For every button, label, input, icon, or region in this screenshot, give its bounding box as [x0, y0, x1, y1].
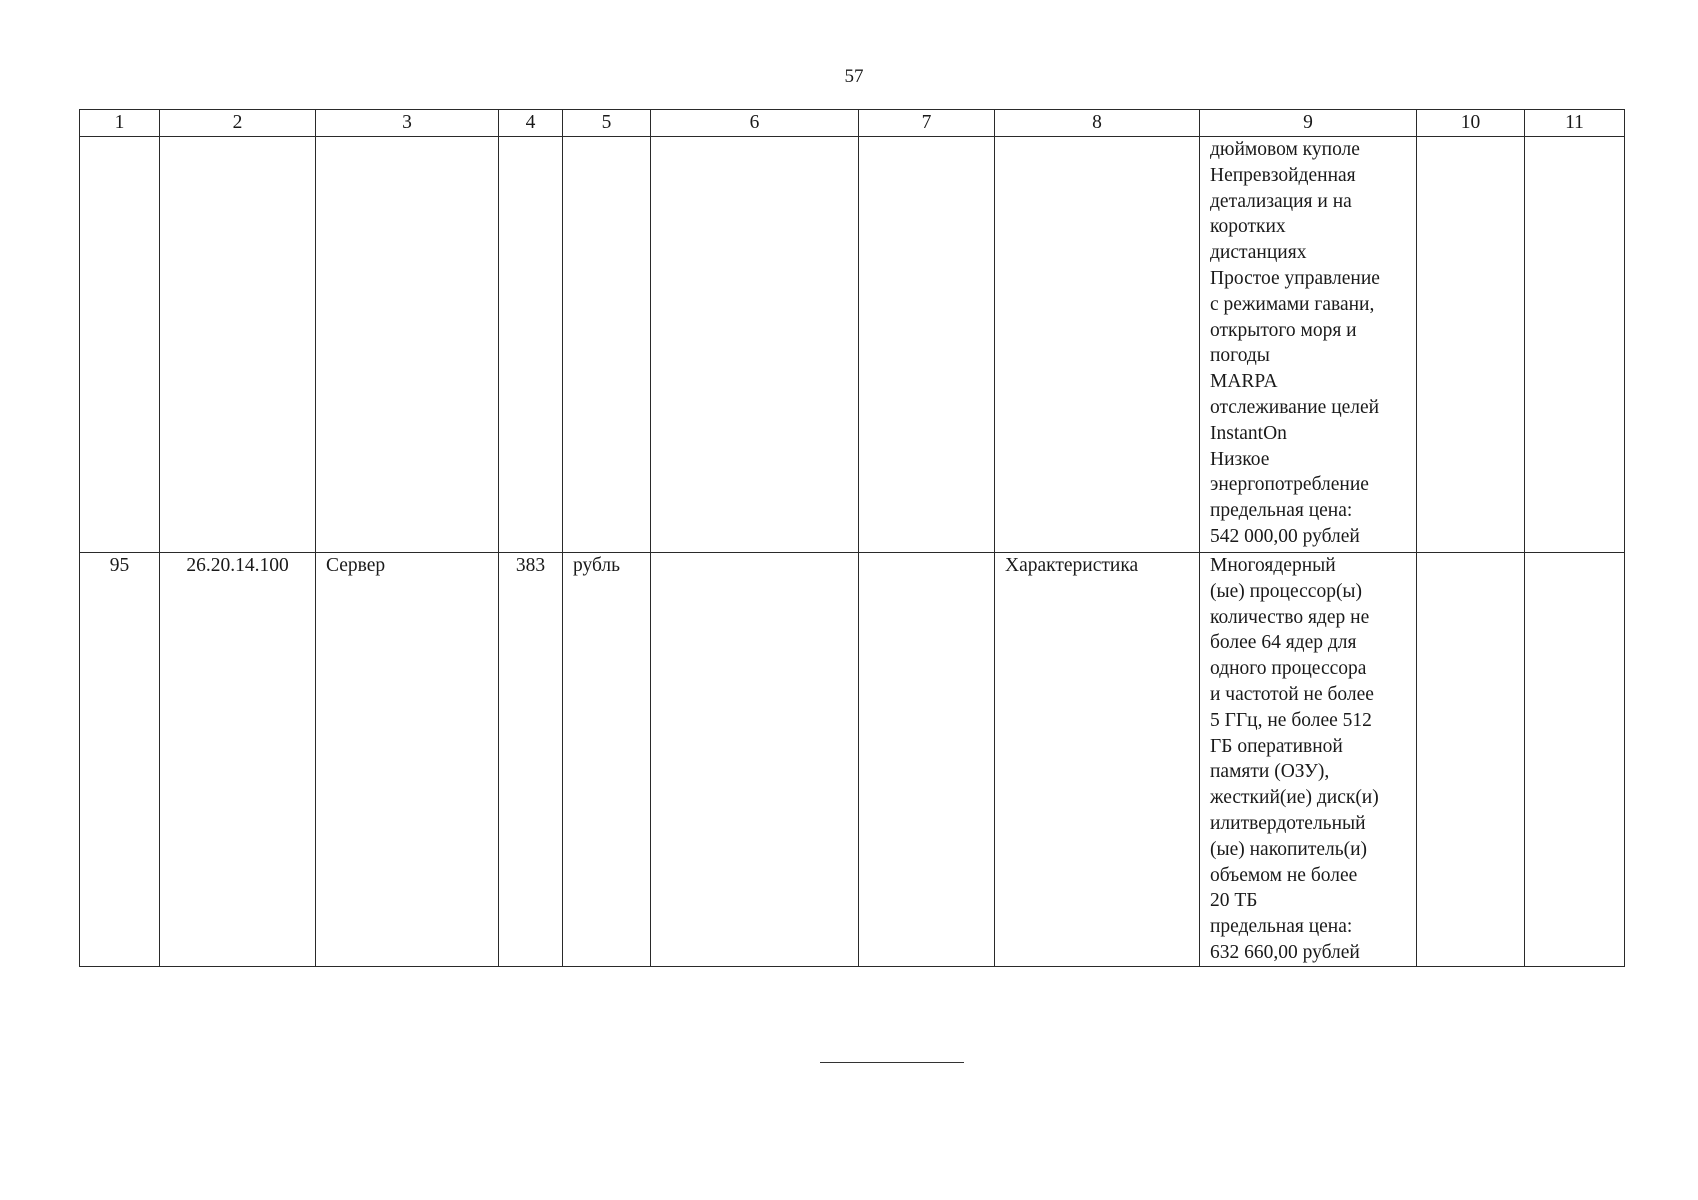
item-name-cell: Сервер [316, 553, 499, 967]
price-label: предельная цена: [1210, 916, 1353, 938]
characteristics-line: 20 ТБ [1210, 890, 1258, 912]
table-cell [859, 137, 995, 553]
characteristic-label-cell: Характеристика [995, 553, 1200, 967]
row-number-cell: 95 [80, 553, 160, 967]
price-value: 542 000,00 рублей [1210, 525, 1360, 547]
characteristics-line: InstantOn [1210, 422, 1287, 444]
table-cell [1417, 553, 1525, 967]
closing-rule [820, 1062, 964, 1063]
characteristics-line: 5 ГГц, не более 512 [1210, 709, 1372, 731]
characteristics-cell [1200, 553, 1417, 967]
characteristics-line: с режимами гавани, [1210, 293, 1375, 315]
table-cell [80, 137, 160, 553]
characteristics-line: жесткий(ие) диск(и) [1210, 787, 1379, 809]
column-header-4: 4 [499, 110, 563, 137]
unit-cell: рубль [563, 553, 651, 967]
column-header-9: 9 [1200, 110, 1417, 137]
characteristics-line: более 64 ядер для [1210, 632, 1357, 654]
characteristics-line: количество ядер не [1210, 606, 1370, 628]
characteristics-line: коротких [1210, 216, 1286, 238]
page-number: 57 [844, 66, 864, 87]
characteristics-line: Простое управление [1210, 267, 1380, 289]
okei-code-cell: 383 [499, 553, 563, 967]
characteristics-line: погоды [1210, 345, 1270, 367]
column-header-3: 3 [316, 110, 499, 137]
column-header-2: 2 [160, 110, 316, 137]
characteristics-line: памяти (ОЗУ), [1210, 761, 1330, 783]
table-cell [499, 137, 563, 553]
table-cell [651, 137, 859, 553]
characteristics-line: энергопотребление [1210, 474, 1369, 496]
column-header-7: 7 [859, 110, 995, 137]
table-cell [160, 137, 316, 553]
characteristics-line: Низкое [1210, 448, 1270, 470]
okpd2-code-cell: 26.20.14.100 [160, 553, 316, 967]
table-cell [995, 137, 1200, 553]
column-header-1: 1 [80, 110, 160, 137]
table-cell [651, 553, 859, 967]
price-label: предельная цена: [1210, 500, 1353, 522]
characteristics-line: Непревзойденная [1210, 164, 1356, 186]
characteristics-line: открытого моря и [1210, 319, 1357, 341]
price-value: 632 660,00 рублей [1210, 941, 1360, 963]
characteristics-line: (ые) накопитель(и) [1210, 838, 1368, 860]
column-header-8: 8 [995, 110, 1200, 137]
table-row-95 [80, 553, 1625, 967]
column-header-10: 10 [1417, 110, 1525, 137]
characteristics-line: и частотой не более [1210, 683, 1374, 705]
column-header-6: 6 [651, 110, 859, 137]
table-cell [859, 553, 995, 967]
characteristics-line: одного процессора [1210, 658, 1367, 680]
table-cell [316, 137, 499, 553]
column-header-5: 5 [563, 110, 651, 137]
characteristics-line: дюймовом куполе [1210, 139, 1360, 160]
table-cell [563, 137, 651, 553]
procurement-table [79, 109, 1625, 967]
table-row-continuation [80, 137, 1625, 553]
characteristics-line: детализация и на [1210, 190, 1352, 212]
characteristics-line: объемом не более [1210, 864, 1358, 886]
characteristics-line: отслеживание целей [1210, 396, 1380, 418]
characteristics-line: илитвердотельный [1210, 812, 1366, 834]
characteristics-line: ГБ оперативной [1210, 735, 1343, 757]
characteristics-line: (ые) процессор(ы) [1210, 580, 1363, 602]
table-cell [1525, 137, 1625, 553]
header-row [80, 110, 1625, 137]
table-cell [1525, 553, 1625, 967]
characteristics-line: MARPA [1210, 371, 1278, 393]
column-header-11: 11 [1525, 110, 1625, 137]
table-cell [1417, 137, 1525, 553]
characteristics-cell [1200, 137, 1417, 553]
characteristics-line: дистанциях [1210, 242, 1307, 264]
characteristics-line: Многоядерный [1210, 555, 1336, 576]
